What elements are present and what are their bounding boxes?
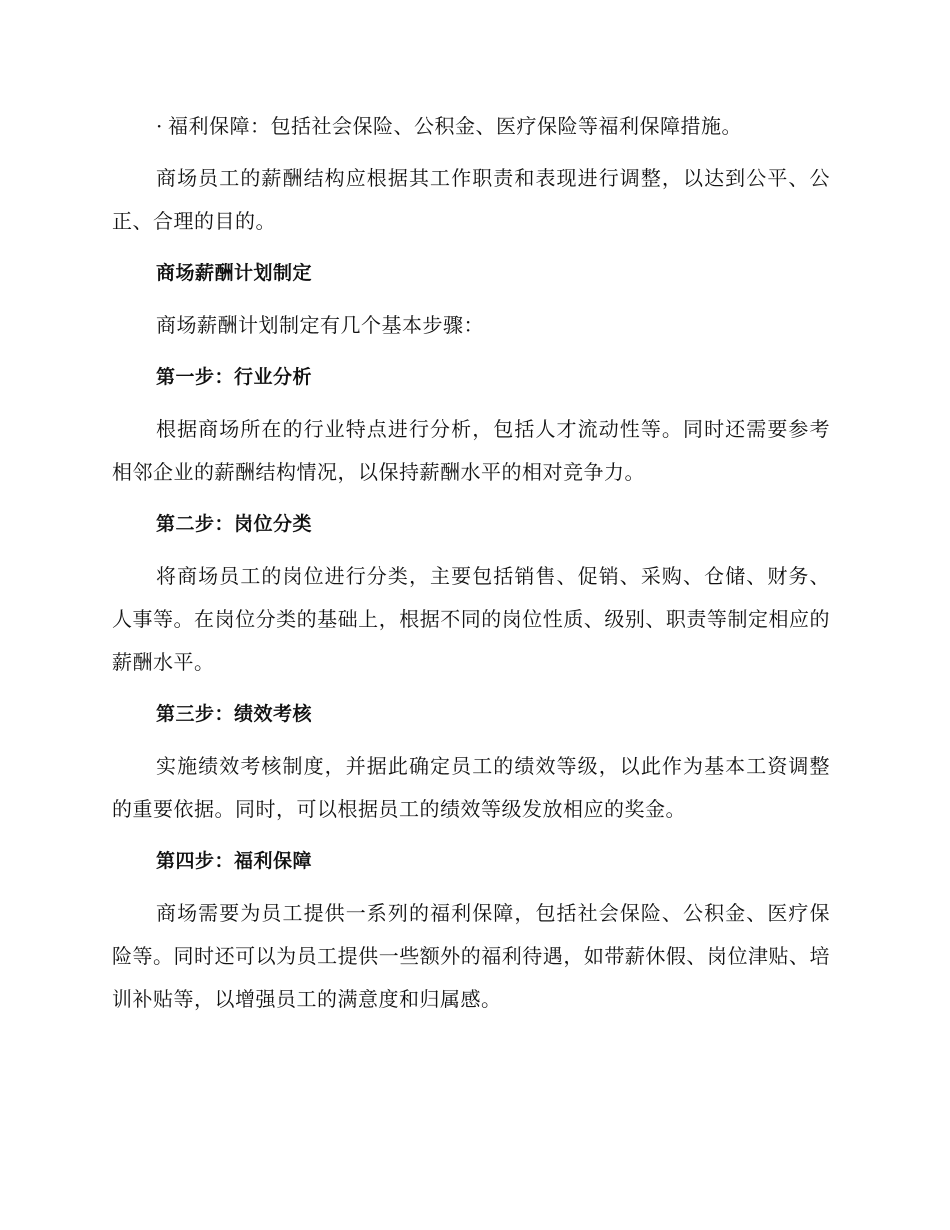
step-1-body: 根据商场所在的行业特点进行分析，包括人才流动性等。同时还需要参考相邻企业的薪酬结构情况，以保持薪酬水平的相对竞争力。 — [112, 417, 830, 484]
spacer — [112, 546, 830, 555]
step-3-body: 实施绩效考核制度，并据此确定员工的绩效等级，以此作为基本工资调整的重要依据。同时，可以根据员工的绩效等级发放相应的奖金。 — [112, 754, 830, 821]
intro-paragraph: 商场员工的薪酬结构应根据其工作职责和表现进行调整，以达到公平、公正、合理的目的。 — [112, 166, 830, 233]
section-intro: 商场薪酬计划制定有几个基本步骤： — [156, 313, 484, 337]
spacer — [112, 347, 830, 356]
spacer — [112, 243, 830, 252]
section-title: 商场薪酬计划制定 — [156, 262, 313, 284]
spacer — [112, 494, 830, 503]
spacer — [112, 399, 830, 408]
bullet-item-text: 福利保障：包括社会保险、公积金、医疗保险等福利保障措施。 — [168, 114, 742, 138]
bullet-marker: · — [156, 114, 163, 138]
step-2-body: 将商场员工的岗位进行分类，主要包括销售、促销、采购、仓储、财务、人事等。在岗位分类的基础上，根据不同的岗位性质、级别、职责等制定相应的薪酬水平。 — [112, 564, 830, 674]
spacer — [112, 831, 830, 840]
spacer — [112, 148, 830, 157]
step-4-title: 第四步：福利保障 — [156, 850, 313, 872]
spacer — [112, 736, 830, 745]
step-1-title: 第一步：行业分析 — [156, 366, 313, 388]
step-3-title: 第三步：绩效考核 — [156, 703, 313, 725]
step-2-title: 第二步：岗位分类 — [156, 513, 313, 535]
bullet-item — [112, 105, 830, 148]
spacer — [112, 883, 830, 892]
spacer — [112, 684, 830, 693]
step-4-body: 商场需要为员工提供一系列的福利保障，包括社会保险、公积金、医疗保险等。同时还可以为员工提供一些额外的福利待遇，如带薪休假、岗位津贴、培训补贴等，以增强员工的满意度和归属感。 — [112, 901, 830, 1011]
spacer — [112, 295, 830, 304]
document-body — [112, 105, 830, 1021]
